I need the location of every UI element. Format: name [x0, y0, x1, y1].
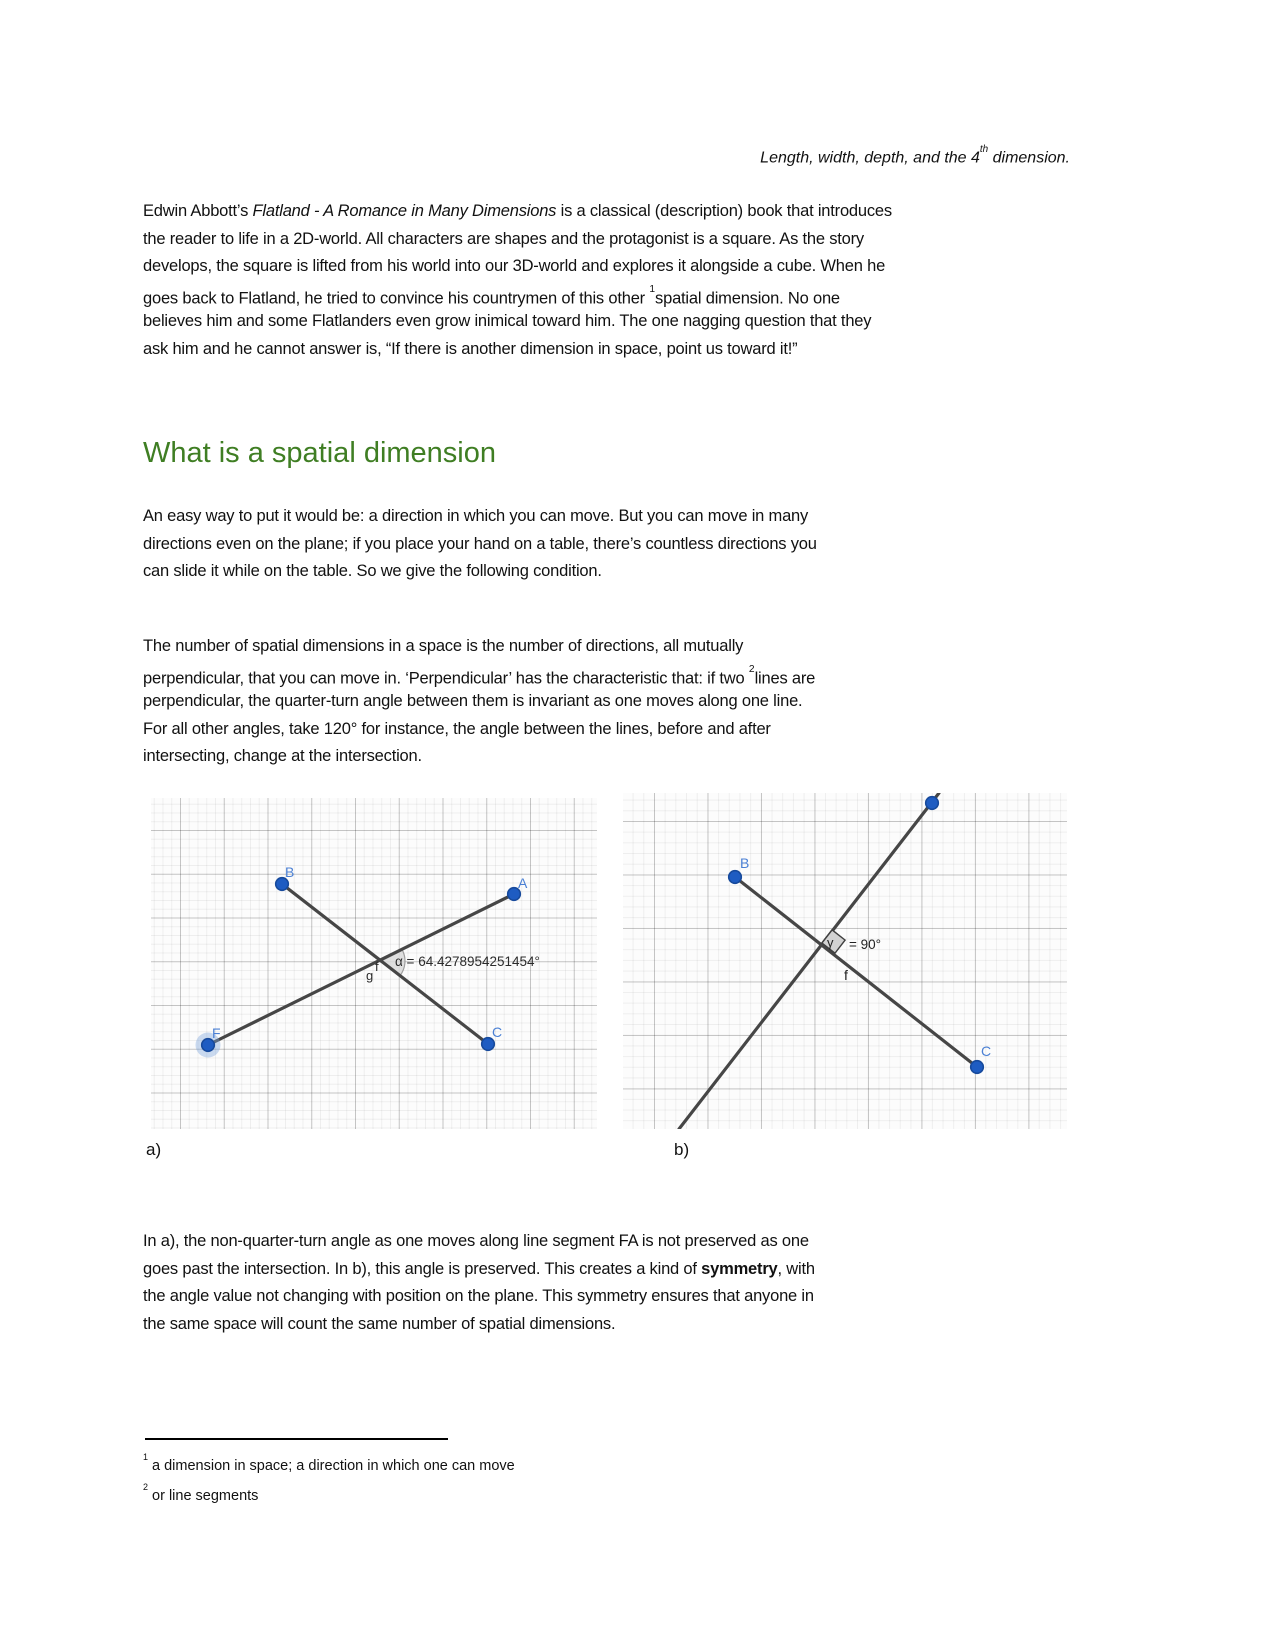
- label-C: C: [492, 1024, 503, 1040]
- text-line: [143, 633, 815, 661]
- line-label-f: f: [375, 959, 379, 974]
- angle-value-label: = 90°: [849, 937, 882, 952]
- line-label-g: g: [366, 968, 374, 983]
- text-line: [143, 503, 817, 531]
- paragraph-easy-way: [143, 503, 817, 586]
- segment-through-top: [679, 793, 939, 1129]
- paragraph-flatland: [143, 198, 892, 363]
- text-line: [143, 716, 815, 744]
- text-line: [143, 1256, 815, 1284]
- text-segment: Edwin Abbott’s: [143, 202, 253, 220]
- text-segment: For all other angles, take 120° for instance, the angle between the lines, before and after: [143, 719, 771, 738]
- text-segment: the same space will count the same number of spatial dimensions.: [143, 1314, 616, 1333]
- text-segment: 1: [143, 1451, 148, 1462]
- text-line: [143, 661, 815, 689]
- label-B: B: [740, 855, 750, 871]
- text-segment: In a), the non-quarter-turn angle as one moves along line segment FA is not preserved as one: [143, 1232, 809, 1250]
- text-segment: , with: [777, 1259, 815, 1278]
- text-line: [143, 558, 817, 586]
- label-B: B: [285, 864, 295, 880]
- text-line: [143, 281, 892, 309]
- text-segment: or line segments: [148, 1487, 259, 1504]
- text-segment: Flatland - A Romance in Many Dimensions: [252, 202, 557, 220]
- paragraph-conclusion: [143, 1228, 815, 1338]
- text-segment: perpendicular, that you can move in. ‘Perpendicular’ has the characteristic that: if two: [143, 669, 749, 687]
- text-segment: is a classical (description) book that introduces: [556, 202, 892, 220]
- text-segment: 1: [649, 283, 656, 295]
- segment-BC: [735, 877, 977, 1067]
- text-segment: can slide it while on the table. So we give the following condition.: [143, 562, 602, 580]
- footnotes: [143, 1449, 515, 1509]
- text-segment: 2: [143, 1481, 148, 1492]
- text-line: [143, 198, 892, 226]
- text-segment: directions even on the plane; if you place your hand on a table, there’s countless directions you: [143, 534, 817, 553]
- text-segment: Length, width, depth, and the 4: [760, 149, 980, 167]
- text-segment: dimension.: [988, 149, 1070, 167]
- segment-FA: [208, 894, 514, 1045]
- text-segment: a dimension in space; a direction in which one can move: [148, 1457, 515, 1474]
- label-C: C: [981, 1043, 992, 1059]
- angle-value-label: α = 64.4278954251454°: [395, 954, 540, 969]
- geogebra-canvas: [623, 793, 1067, 1129]
- text-segment: believes him and some Flatlanders even grow inimical toward him. The one nagging question that they: [143, 312, 872, 330]
- text-line: [143, 531, 817, 559]
- text-segment: goes back to Flatland, he tried to convince his countrymen of this other: [143, 289, 650, 307]
- section-heading: What is a spatial dimension: [143, 437, 496, 469]
- text-line: [143, 688, 815, 716]
- figure-a-geogebra: [151, 798, 597, 1129]
- text-segment: intersecting, change at the intersection.: [143, 747, 422, 765]
- text-segment: 2: [748, 663, 755, 675]
- angle-gamma-label: γ: [827, 935, 834, 950]
- text-line: [143, 1311, 815, 1339]
- text-segment: ask him and he cannot answer is, “If there is another dimension in space, point us toward it!”: [143, 339, 798, 358]
- text-line: [143, 253, 892, 281]
- text-segment: spatial dimension. No one: [655, 289, 840, 307]
- text-segment: the angle value not changing with position on the plane. This symmetry ensures that anyone in: [143, 1287, 814, 1305]
- point-C: [971, 1061, 984, 1074]
- text-segment: th: [979, 143, 989, 155]
- text-segment: the reader to life in a 2D-world. All characters are shapes and the protagonist is a square. As the story: [143, 229, 864, 248]
- label-F: F: [212, 1025, 221, 1041]
- text-segment: develops, the square is lifted from his world into our 3D-world and explores it alongside a cube. When he: [143, 257, 886, 275]
- label-A: A: [518, 875, 528, 891]
- text-segment: goes past the intersection. In b), this angle is preserved. This creates a kind of: [143, 1259, 702, 1278]
- text-segment: The number of spatial dimensions in a space is the number of directions, all mutually: [143, 637, 744, 655]
- footnote-separator: [145, 1438, 448, 1440]
- figure-b-caption: b): [674, 1140, 690, 1159]
- text-line: [143, 1228, 815, 1256]
- text-segment: symmetry: [701, 1259, 778, 1278]
- footnote-1: [143, 1449, 515, 1479]
- point-top: [926, 797, 939, 810]
- text-line: [143, 1283, 815, 1311]
- text-line: [143, 226, 892, 254]
- text-line: [143, 743, 815, 771]
- header-note: [760, 143, 1070, 167]
- line-label-f: f: [844, 967, 848, 983]
- paragraph-definition: [143, 633, 815, 771]
- text-segment: perpendicular, the quarter-turn angle between them is invariant as one moves along one line.: [143, 692, 803, 710]
- figure-a-caption: a): [146, 1140, 162, 1159]
- point-B: [729, 871, 742, 884]
- text-line: [143, 336, 892, 364]
- text-line: [143, 308, 892, 336]
- footnote-2: [143, 1479, 515, 1509]
- geogebra-canvas: [151, 798, 597, 1129]
- text-segment: An easy way to put it would be: a direction in which you can move. But you can move in many: [143, 507, 809, 525]
- figure-b-geogebra: [623, 793, 1067, 1129]
- text-segment: lines are: [754, 669, 816, 687]
